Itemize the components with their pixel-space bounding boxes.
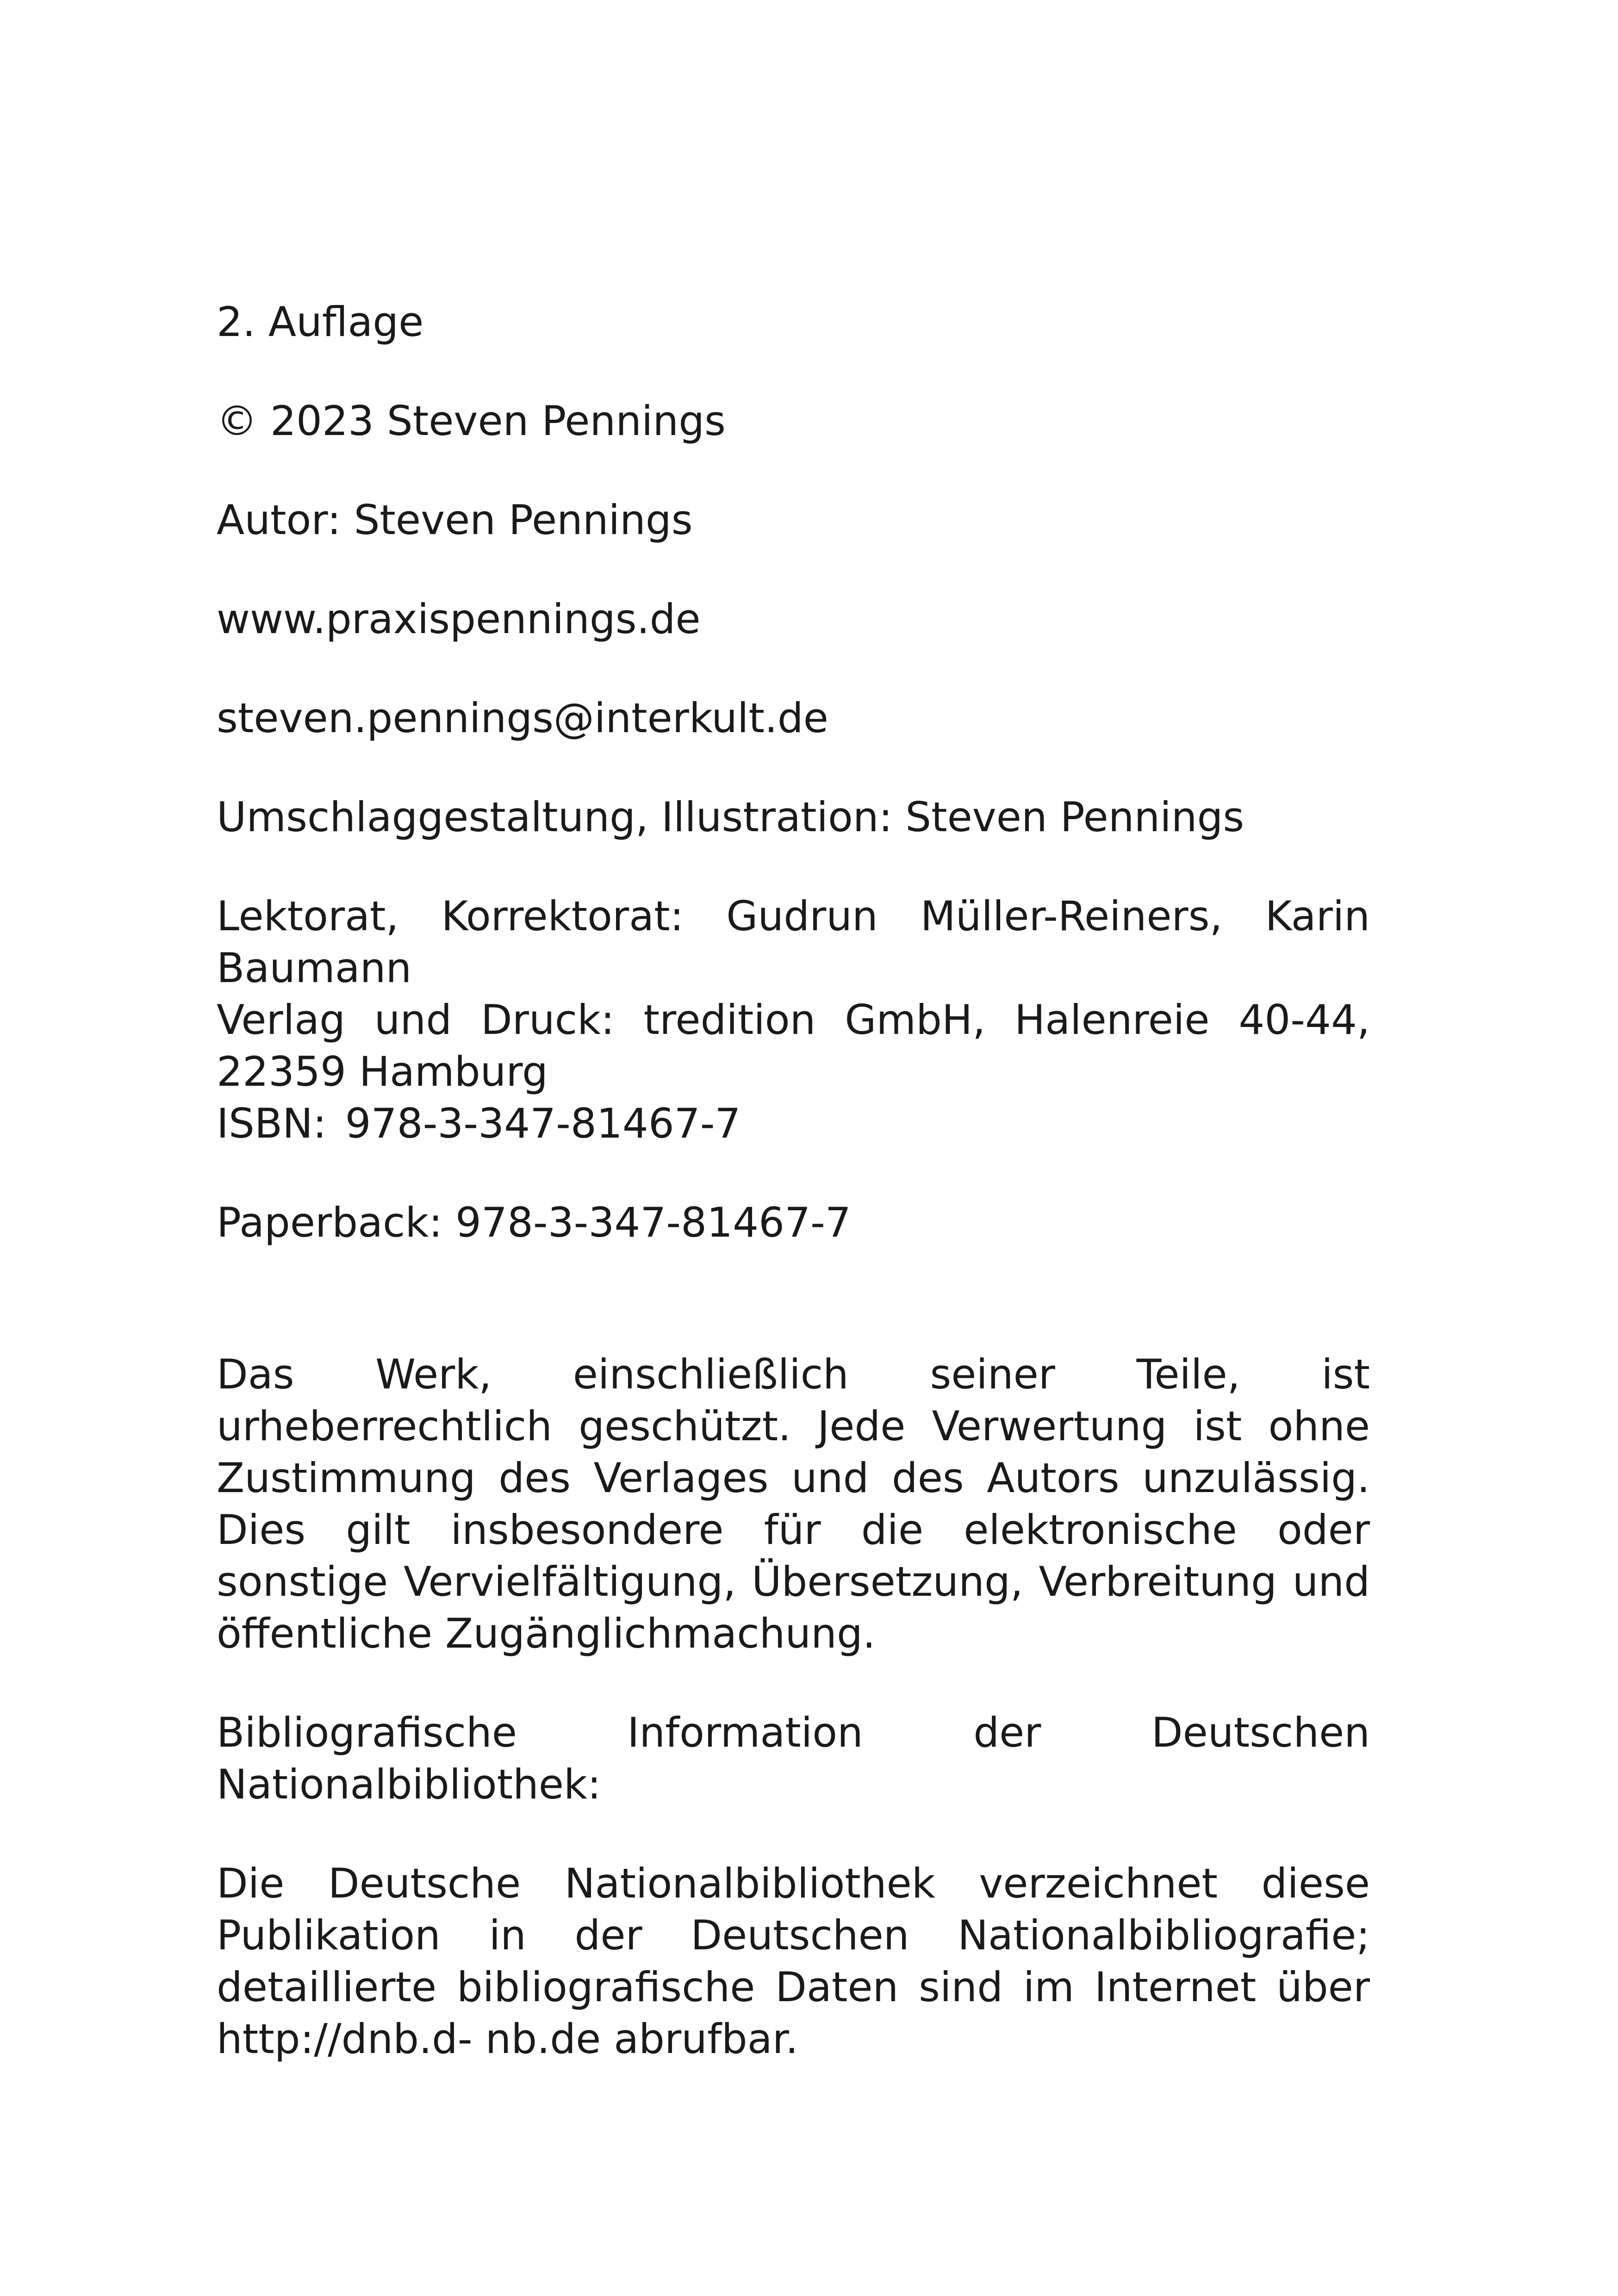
copyright-notice: Das Werk, einschließlich seiner Teile, ist urheberrechtlich geschützt. Jede Verwertung ist ohne Zustimmung des Verlages und des Autors unzulässig. Dies gilt insbesondere für die elektronische oder sonstige Vervielfältigung, Übersetzung, Verbreitung und öffentliche Zugänglichmachung. <box>217 1350 1370 1657</box>
website-link[interactable]: www.praxispennings.de <box>217 595 701 643</box>
isbn-line <box>217 1098 1370 1150</box>
editing-credit: Lektorat, Korrektorat: Gudrun Müller-Reiners, Karin Baumann <box>217 892 1370 992</box>
isbn-value: 978-3-347-81467-7 <box>345 1100 741 1147</box>
biblio-heading: Bibliografische Information der Deutschen Nationalbibliothek: <box>217 1709 1370 1808</box>
cover-credit: Umschlaggestaltung, Illustration: Steven Pennings <box>217 793 1245 841</box>
publisher-line: Verlag und Druck: tredition GmbH, Halenreie 40-44, 22359 Hamburg <box>217 996 1370 1095</box>
isbn-label: ISBN: <box>217 1100 327 1147</box>
copyright-line: © 2023 Steven Pennings <box>217 397 726 445</box>
imprint-content <box>217 296 1370 2065</box>
author-line: Autor: Steven Pennings <box>217 496 693 544</box>
paperback-line: Paperback: 978-3-347-81467-7 <box>217 1199 851 1246</box>
edition: 2. Auflage <box>217 298 424 346</box>
biblio-text: Die Deutsche Nationalbibliothek verzeichnet diese Publikation in der Deutschen Nationalbibliografie; detaillierte bibliografische Daten sind im Internet über http://dnb.d- nb.de abrufbar. <box>217 1860 1370 2063</box>
email-link[interactable]: steven.pennings@interkult.de <box>217 694 828 742</box>
